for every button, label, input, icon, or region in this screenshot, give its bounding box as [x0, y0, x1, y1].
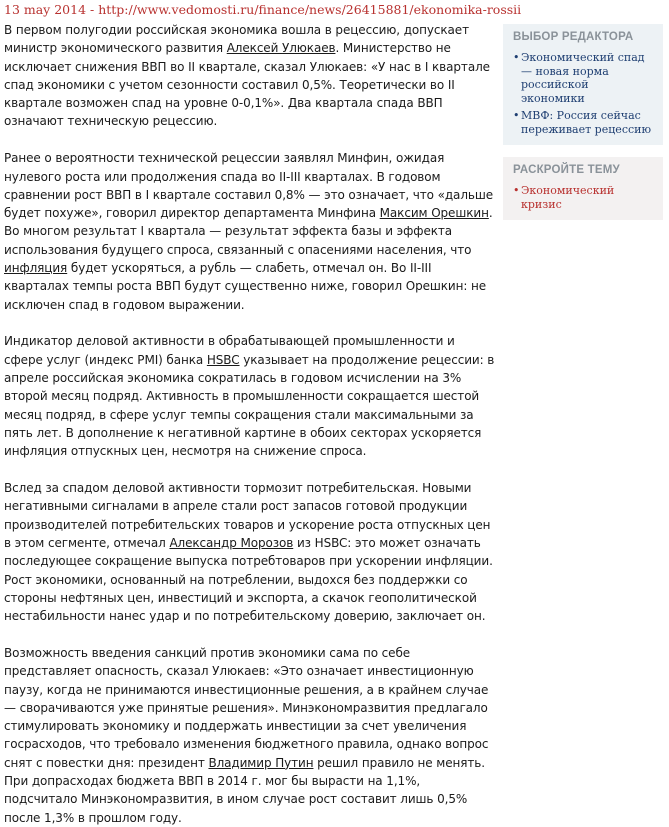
- inline-link[interactable]: Алексей Улюкаев: [226, 41, 336, 56]
- editor-choice-link[interactable]: МВФ: Россия сейчас переживает рецессию: [521, 109, 652, 136]
- inline-link[interactable]: Максим Орешкин: [379, 206, 489, 221]
- article-paragraph: [4, 479, 496, 625]
- bullet-icon: •: [513, 51, 520, 64]
- paragraph-text: Вслед за спадом деловой активности тормозит потребительская. Новыми негативными сигналами в апреле стали рост запасов готовой продукции производителей потребительских товаров и ускорение роста отпускных цен в этом сегменте, отмечал: [4, 481, 491, 550]
- editor-choice-list: [513, 51, 653, 136]
- paragraph-text: Ранее о вероятности технической рецессии заявлял Минфин, ожидая нулевого роста или продолжения спада во II-III кварталах. В годовом сравнении рост ВВП в I квартале составил 0,8% — это означает, что «дальше будет похуже», говорил директор департамента Минфина: [4, 151, 494, 221]
- editor-choice-title: ВЫБОР РЕДАКТОРА: [513, 31, 634, 43]
- inline-link[interactable]: инфляция: [4, 261, 68, 276]
- paragraph-text: решил правило не менять. При допрасходах бюджета ВВП в 2014 г. мог бы вырасти на 1,1%, подсчитало Минэкономразвития, в ином случае рост составит лишь 0,5% после 1,3% в прошлом году.: [4, 755, 485, 825]
- editor-choice-link[interactable]: Экономический спад — новая норма российской экономики: [521, 51, 645, 105]
- topic-list: [513, 184, 653, 211]
- source-link[interactable]: 13 may 2014 - http://www.vedomosti.ru/finance/news/26415881/ekonomika-rossii: [4, 2, 522, 17]
- paragraph-text: из HSBC: это может означать последующее сокращение выпуска потребтоваров при ускорении инфляции. Рост экономики, основанный на потреблении, выдохся без поддержки со стороны нефтяных цен, инвестиций и экспорта, а скачок геополитической нестабильности нанес удар и по потребительскому доверию, заключает он.: [4, 535, 493, 624]
- paragraph-text: Индикатор деловой активности в обрабатывающей промышленности и сфере услуг (индекс PMI) банка: [4, 334, 455, 367]
- topic-item[interactable]: [513, 184, 653, 211]
- paragraph-text: указывает на продолжение рецессии: в апреле российская экономика сократилась в годовом исчислении на 3% второй месяц подряд. Активность в промышленности сокращается шестой месяц подряд, в сфере услуг темпы сокращения стали максимальными за пять лет. В дополнение к негативной картине в обоих секторах ускоряется инфляция отпускных цен, несмотря на снижение спроса.: [4, 352, 495, 459]
- bullet-icon: •: [513, 184, 520, 197]
- inline-link[interactable]: Владимир Путин: [208, 755, 314, 770]
- editor-choice-item[interactable]: [513, 109, 653, 136]
- topic-box: [503, 157, 663, 220]
- article-paragraph: [4, 332, 496, 460]
- inline-link[interactable]: Александр Морозов: [169, 535, 294, 550]
- paragraph-text: Возможность введения санкций против экономики сама по себе представляет опасность, сказал Улюкаев: «Это означает инвестиционную паузу, когда не принимаются инвестиционные решения, а в крайнем случае — сворачиваются уже принятые решения». Минэкономразвития предлагало стимулировать экономику и поддержать инвестиции за счет увеличения госрасходов, что требовало изменения бюджетного правила, однако вопрос снят с повестки дня: президент: [4, 645, 489, 770]
- paragraph-text: . Министерство не исключает снижения ВВП во II квартале, сказал Улюкаев: «У нас в I квартале спад экономики с учетом сезонности составил 0,5%. Теоретически во II квартале возможен спад на уровне 0-0,1%». Два квартала спада ВВП означают техническую рецессию.: [4, 41, 490, 129]
- editor-choice-box: [503, 24, 663, 145]
- article-paragraph: [4, 149, 496, 314]
- topic-link[interactable]: Экономический кризис: [521, 184, 615, 211]
- editor-choice-item[interactable]: [513, 51, 653, 105]
- paragraph-text: . Во многом результат I квартала — результат эффекта базы и эффекта использования будущего спроса, связанный с опасениями населения, что: [4, 206, 493, 257]
- inline-link[interactable]: HSBC: [206, 352, 240, 367]
- bullet-icon: •: [513, 109, 520, 122]
- paragraph-text: будет ускоряться, а рубль — слабеть, отмечал он. Во II-III кварталах темпы роста ВВП будут существенно ниже, говорил Орешкин: не исключен спад в годовом выражении.: [4, 261, 487, 312]
- paragraph-text: В первом полугодии российская экономика вошла в рецессию, допускает министр экономического развития: [4, 23, 469, 56]
- topic-title: РАСКРОЙТЕ ТЕМУ: [513, 164, 620, 176]
- article-body: [4, 21, 496, 827]
- sidebar: [503, 24, 663, 232]
- article-paragraph: [4, 21, 496, 131]
- article-paragraph: [4, 644, 496, 827]
